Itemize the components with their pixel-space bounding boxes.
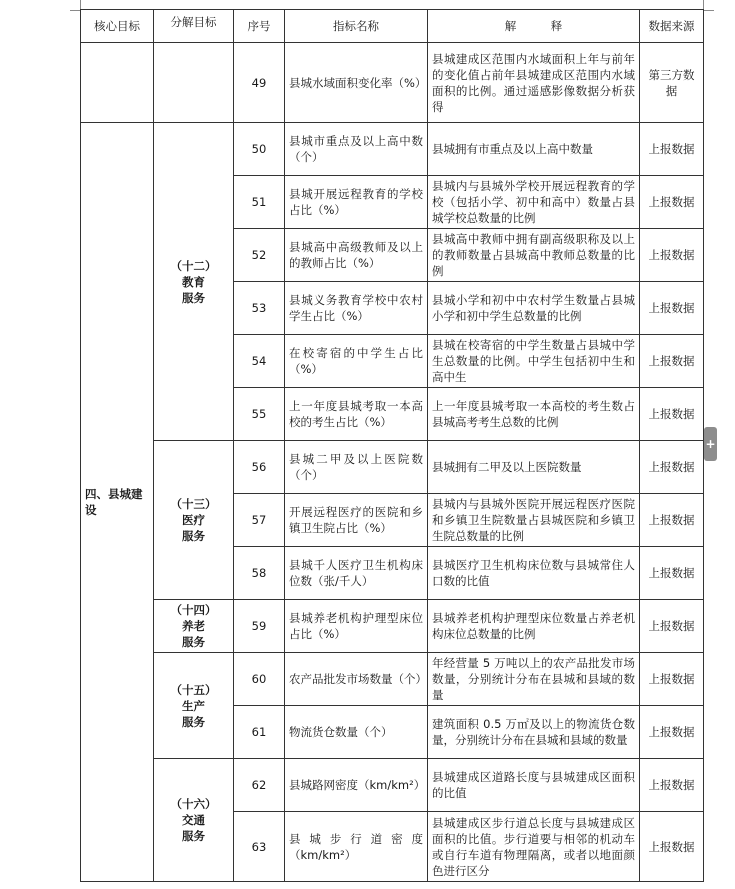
row-seq: 54 — [234, 335, 285, 388]
row-seq: 52 — [234, 229, 285, 282]
core-group-label: 四、县城建设 — [81, 123, 154, 882]
row-explain: 县城拥有二甲及以上医院数量 — [428, 441, 640, 494]
sub-cell-empty — [154, 43, 234, 123]
table-row — [81, 600, 704, 653]
row-explain: 县城养老机构护理型床位数量占养老机构床位总数量的比例 — [428, 600, 640, 653]
row-source: 上报数据 — [640, 441, 704, 494]
sub-group-production: （十五） 生产 服务 — [154, 653, 234, 759]
row-explain: 上一年度县城考取一本高校的考生数占县城高考考生总数的比例 — [428, 388, 640, 441]
row-explain: 年经营量 5 万吨以上的农产品批发市场数量，分别统计分布在县城和县域的数量 — [428, 653, 640, 706]
table-row — [81, 759, 704, 812]
row-seq: 60 — [234, 653, 285, 706]
row-explain: 建筑面积 0.5 万㎡及以上的物流货仓数量，分别统计分布在县城和县域的数量 — [428, 706, 640, 759]
row-name: 农产品批发市场数量（个） — [285, 653, 428, 706]
row-seq: 53 — [234, 282, 285, 335]
row-name: 在校寄宿的中学生占比（%） — [285, 335, 428, 388]
plus-icon: + — [705, 437, 716, 451]
row-seq: 49 — [234, 43, 285, 123]
row-seq: 62 — [234, 759, 285, 812]
row-name: 上一年度县城考取一本高校的考生占比（%） — [285, 388, 428, 441]
row-explain: 县城在校寄宿的中学生数量占县城中学生总数量的比例。中学生包括初中生和高中生 — [428, 335, 640, 388]
indicator-table — [80, 9, 704, 882]
table-row — [81, 441, 704, 494]
row-seq: 56 — [234, 441, 285, 494]
header-core: 核心目标 — [81, 10, 154, 43]
row-source: 上报数据 — [640, 282, 704, 335]
row-explain: 县城高中教师中拥有副高级职称及以上的教师数量占县城高中教师总数量的比例 — [428, 229, 640, 282]
sub-group-transport: （十六） 交通 服务 — [154, 759, 234, 882]
table-row — [81, 43, 704, 123]
header-sub: 分解目标 — [154, 10, 234, 43]
row-seq: 50 — [234, 123, 285, 176]
table-row — [81, 123, 704, 176]
table-header-row — [81, 10, 704, 43]
row-source: 上报数据 — [640, 388, 704, 441]
row-name: 县城高中高级教师及以上的教师占比（%） — [285, 229, 428, 282]
row-name: 县城路网密度（km/km²） — [285, 759, 428, 812]
row-explain: 县城小学和初中中农村学生数量占县城小学和初中学生总数量的比例 — [428, 282, 640, 335]
row-source: 上报数据 — [640, 812, 704, 882]
row-name: 县城养老机构护理型床位占比（%） — [285, 600, 428, 653]
header-source: 数据来源 — [640, 10, 704, 43]
row-seq: 58 — [234, 547, 285, 600]
sub-group-education: （十二） 教育 服务 — [154, 123, 234, 441]
row-explain: 县城内与县城外学校开展远程教育的学校（包括小学、初中和高中）数量占县城学校总数量的比例 — [428, 176, 640, 229]
row-seq: 59 — [234, 600, 285, 653]
table-row — [81, 653, 704, 706]
row-source: 上报数据 — [640, 653, 704, 706]
row-name: 县城步行道密度（km/km²） — [285, 812, 428, 882]
row-source: 第三方数据 — [640, 43, 704, 123]
expand-panel-button[interactable] — [704, 427, 717, 461]
row-name: 县城市重点及以上高中数（个） — [285, 123, 428, 176]
row-source: 上报数据 — [640, 759, 704, 812]
core-cell-empty — [81, 43, 154, 123]
header-seq: 序号 — [234, 10, 285, 43]
row-name: 县城义务教育学校中农村学生占比（%） — [285, 282, 428, 335]
row-seq: 63 — [234, 812, 285, 882]
row-explain: 县城建成区步行道总长度与县城建成区面积的比值。步行道要与相邻的机动车或自行车道有物理隔离，或者以地面颜色进行区分 — [428, 812, 640, 882]
header-explain: 解 释 — [428, 10, 640, 43]
row-explain: 县城建成区范围内水域面积上年与前年的变化值占前年县城建成区范围内水域面积的比例。通过遥感影像数据分析获得 — [428, 43, 640, 123]
row-name: 县城开展远程教育的学校占比（%） — [285, 176, 428, 229]
row-name: 县城水域面积变化率（%） — [285, 43, 428, 123]
row-name: 县城千人医疗卫生机构床位数（张/千人） — [285, 547, 428, 600]
row-source: 上报数据 — [640, 547, 704, 600]
row-source: 上报数据 — [640, 706, 704, 759]
row-explain: 县城拥有市重点及以上高中数量 — [428, 123, 640, 176]
row-explain: 县城内与县城外医院开展远程医疗医院和乡镇卫生院数量占县城医院和乡镇卫生院总数量的比例 — [428, 494, 640, 547]
crop-mark-right — [703, 0, 714, 11]
row-explain: 县城建成区道路长度与县城建成区面积的比值 — [428, 759, 640, 812]
row-source: 上报数据 — [640, 123, 704, 176]
row-seq: 61 — [234, 706, 285, 759]
row-source: 上报数据 — [640, 176, 704, 229]
row-source: 上报数据 — [640, 600, 704, 653]
row-source: 上报数据 — [640, 229, 704, 282]
sub-group-medical: （十三） 医疗 服务 — [154, 441, 234, 600]
row-seq: 55 — [234, 388, 285, 441]
row-name: 物流货仓数量（个） — [285, 706, 428, 759]
row-name: 开展远程医疗的医院和乡镇卫生院占比（%） — [285, 494, 428, 547]
row-seq: 51 — [234, 176, 285, 229]
sub-group-elderly: （十四） 养老 服务 — [154, 600, 234, 653]
row-explain: 县城医疗卫生机构床位数与县城常住人口数的比值 — [428, 547, 640, 600]
row-name: 县城二甲及以上医院数（个） — [285, 441, 428, 494]
row-seq: 57 — [234, 494, 285, 547]
row-source: 上报数据 — [640, 494, 704, 547]
header-name: 指标名称 — [285, 10, 428, 43]
row-source: 上报数据 — [640, 335, 704, 388]
